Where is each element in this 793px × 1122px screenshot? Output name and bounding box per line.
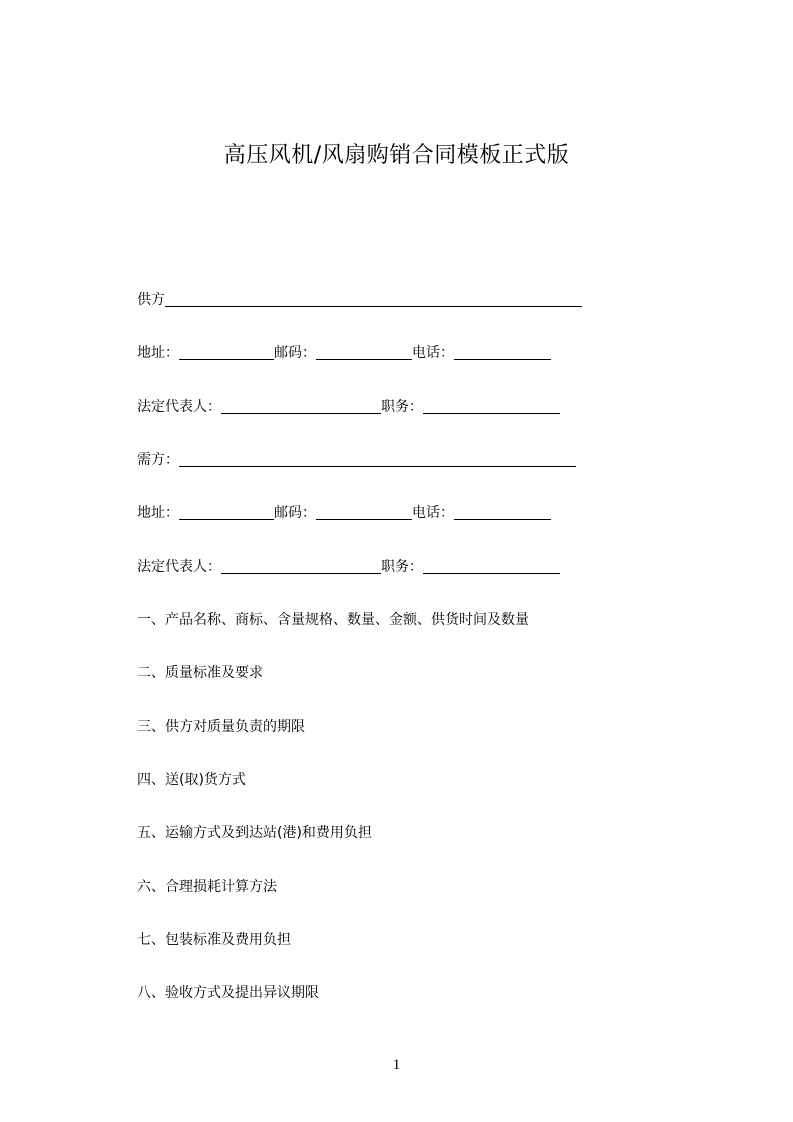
phone-label: 电话： — [412, 345, 454, 361]
document-title: 高压风机/风扇购销合同模板正式版 — [223, 143, 570, 168]
buyer-phone-blank[interactable] — [454, 503, 551, 520]
legal-rep-label: 法定代表人： — [137, 559, 221, 575]
buyer-line — [137, 450, 576, 470]
postcode-label: 邮码： — [274, 345, 316, 361]
clause-item: 二、质量标准及要求 — [137, 665, 263, 681]
supplier-line — [137, 290, 582, 310]
clause-item: 七、包装标准及费用负担 — [137, 932, 291, 948]
phone-label: 电话： — [412, 505, 454, 521]
supplier-label: 供方 — [137, 292, 165, 308]
legal-rep-label: 法定代表人： — [137, 399, 221, 415]
buyer-legal-rep-blank[interactable] — [221, 557, 381, 574]
clause-item: 三、供方对质量负责的期限 — [137, 719, 305, 735]
supplier-phone-blank[interactable] — [454, 343, 551, 360]
supplier-postcode-blank[interactable] — [316, 343, 412, 360]
clause-item: 六、合理损耗计算方法 — [137, 879, 277, 895]
address-label: 地址： — [137, 505, 179, 521]
supplier-legal-rep-line — [137, 397, 560, 417]
clause-item: 四、送(取)货方式 — [137, 772, 246, 788]
supplier-address-blank[interactable] — [179, 343, 274, 360]
supplier-position-blank[interactable] — [423, 397, 560, 414]
address-label: 地址： — [137, 345, 179, 361]
buyer-position-blank[interactable] — [423, 557, 560, 574]
position-label: 职务： — [381, 399, 423, 415]
supplier-legal-rep-blank[interactable] — [221, 397, 381, 414]
page-number: 1 — [392, 1057, 401, 1073]
buyer-label: 需方： — [137, 452, 179, 468]
buyer-blank[interactable] — [179, 450, 576, 467]
supplier-address-line — [137, 343, 551, 363]
clause-item: 一、产品名称、商标、含量规格、数量、金额、供货时间及数量 — [137, 612, 529, 628]
clause-item: 五、运输方式及到达站(港)和费用负担 — [137, 825, 372, 841]
clause-item: 八、验收方式及提出异议期限 — [137, 985, 319, 1001]
postcode-label: 邮码： — [274, 505, 316, 521]
buyer-legal-rep-line — [137, 557, 560, 577]
supplier-blank[interactable] — [165, 290, 582, 307]
buyer-postcode-blank[interactable] — [316, 503, 412, 520]
buyer-address-line — [137, 503, 551, 523]
position-label: 职务： — [381, 559, 423, 575]
buyer-address-blank[interactable] — [179, 503, 274, 520]
